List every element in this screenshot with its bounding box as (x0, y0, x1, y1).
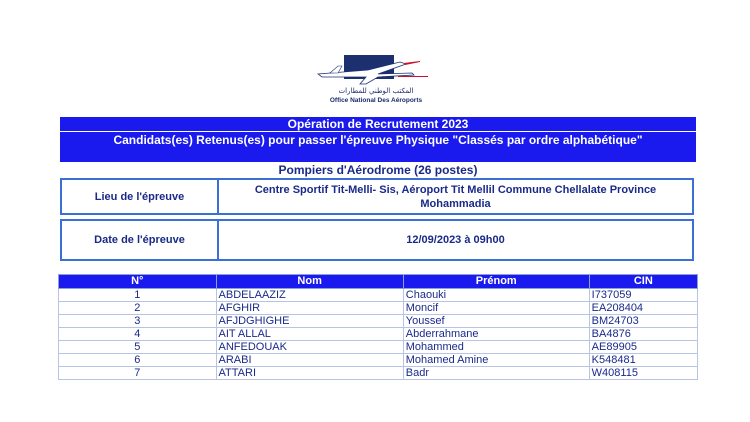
row-nom: ANFEDOUAK (216, 341, 403, 354)
logo-french-name: Office National Des Aéroports (329, 97, 423, 104)
row-prenom: Mohamed Amine (403, 354, 589, 367)
row-number: 1 (59, 289, 217, 302)
onda-logo (308, 52, 444, 108)
table-row (59, 328, 698, 341)
row-number: 4 (59, 328, 217, 341)
row-nom: AFGHIR (216, 302, 403, 315)
row-prenom: Badr (403, 367, 589, 380)
venue-label: Lieu de l'épreuve (62, 180, 219, 213)
row-nom: ARABI (216, 354, 403, 367)
row-number: 6 (59, 354, 217, 367)
row-cin: BM24703 (589, 315, 697, 328)
candidates-table (58, 274, 698, 380)
table-row (59, 367, 698, 380)
airplane-logo-icon (308, 52, 444, 88)
row-number: 3 (59, 315, 217, 328)
row-nom: AFJDGHIGHE (216, 315, 403, 328)
row-prenom: Mohammed (403, 341, 589, 354)
logo-arabic-name: المكتب الوطني للمطارات (338, 87, 414, 95)
row-number: 2 (59, 302, 217, 315)
date-row (60, 219, 694, 261)
row-cin: K548481 (589, 354, 697, 367)
column-header-prenom: Prénom (403, 275, 589, 289)
column-header-nom: Nom (216, 275, 403, 289)
candidates-title: Candidats(es) Retenus(es) pour passer l'épreuve Physique "Classés par ordre alphabétique" (60, 132, 696, 162)
row-number: 7 (59, 367, 217, 380)
table-row (59, 289, 698, 302)
row-prenom: Youssef (403, 315, 589, 328)
row-cin: EA208404 (589, 302, 697, 315)
table-row (59, 341, 698, 354)
row-prenom: Moncif (403, 302, 589, 315)
operation-title: Opération de Recrutement 2023 (60, 117, 696, 131)
date-label: Date de l'épreuve (62, 221, 219, 259)
position-title: Pompiers d'Aérodrome (26 postes) (60, 163, 696, 177)
row-cin: I737059 (589, 289, 697, 302)
row-cin: W408115 (589, 367, 697, 380)
row-prenom: Chaouki (403, 289, 589, 302)
row-nom: ABDELAAZIZ (216, 289, 403, 302)
table-row (59, 354, 698, 367)
venue-value: Centre Sportif Tit-Melli- Sis, Aéroport Tit Mellil Commune Chellalate Province Mohammadia (254, 183, 657, 210)
date-value: 12/09/2023 à 09h00 (406, 234, 505, 246)
table-row (59, 302, 698, 315)
row-cin: BA4876 (589, 328, 697, 341)
row-cin: AE89905 (589, 341, 697, 354)
table-header-row (59, 275, 698, 289)
column-header-cin: CIN (589, 275, 697, 289)
row-prenom: Abderrahmane (403, 328, 589, 341)
row-nom: ATTARI (216, 367, 403, 380)
row-number: 5 (59, 341, 217, 354)
venue-row (60, 178, 694, 215)
row-nom: AIT ALLAL (216, 328, 403, 341)
table-row (59, 315, 698, 328)
column-header-number: N° (59, 275, 217, 289)
